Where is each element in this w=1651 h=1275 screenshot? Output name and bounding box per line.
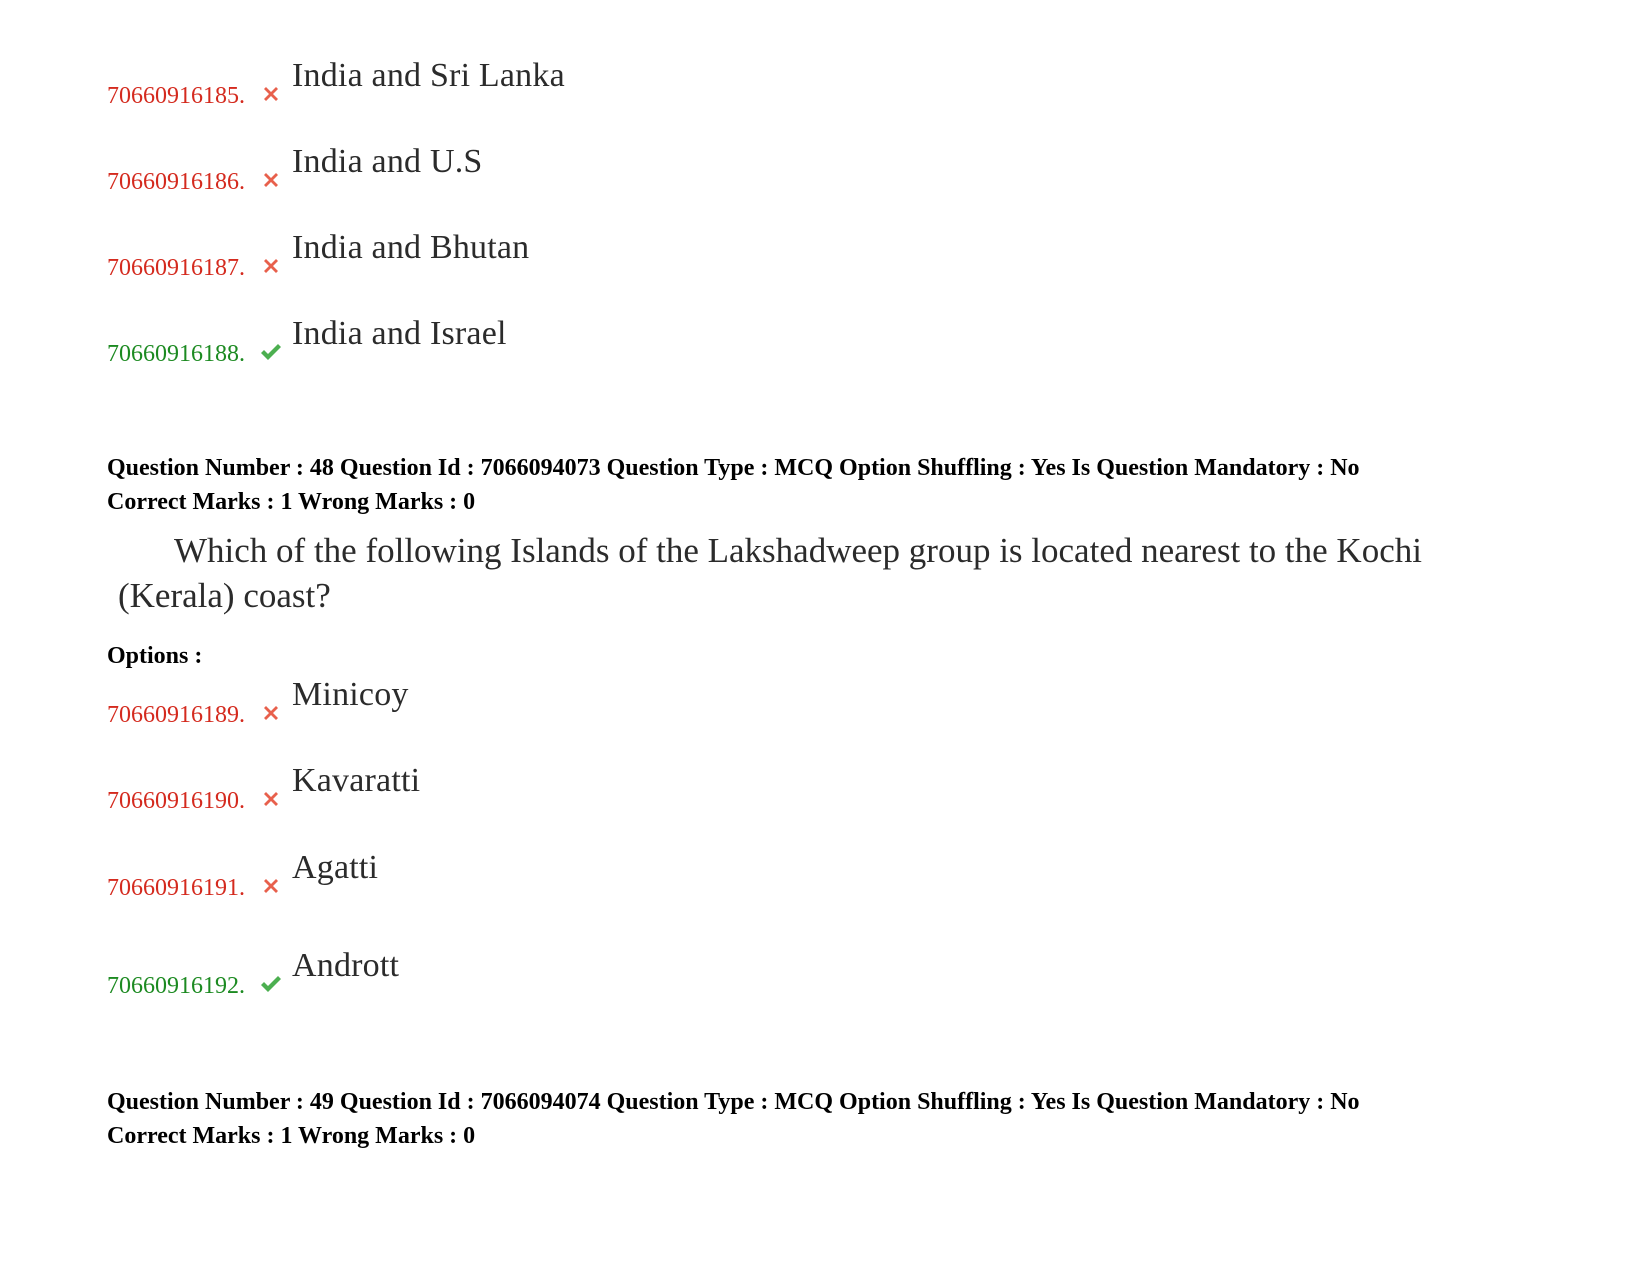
option-row <box>107 940 1107 1000</box>
option-row <box>107 136 1107 196</box>
question-marks-line: Correct Marks : 1 Wrong Marks : 0 <box>107 1123 476 1149</box>
option-text: India and U.S <box>292 143 483 180</box>
cross-icon <box>259 82 283 106</box>
option-row <box>107 842 1107 902</box>
option-id: 70660916189. <box>107 702 245 728</box>
option-text: Agatti <box>292 849 379 886</box>
option-text: Andrott <box>292 947 400 984</box>
option-text: India and Israel <box>292 315 507 352</box>
cross-icon <box>259 787 283 811</box>
option-row <box>107 50 1107 110</box>
option-row <box>107 308 1107 368</box>
option-row <box>107 669 1107 729</box>
question-marks-line: Correct Marks : 1 Wrong Marks : 0 <box>107 489 476 515</box>
cross-icon <box>259 254 283 278</box>
question-meta-line: Question Number : 49 Question Id : 7066094074 Question Type : MCQ Option Shuffling : Yes Is Question Mandatory : No <box>107 1089 1360 1115</box>
check-icon <box>259 972 283 996</box>
option-id: 70660916185. <box>107 83 245 109</box>
option-id: 70660916186. <box>107 169 245 195</box>
check-icon <box>259 340 283 364</box>
option-id: 70660916187. <box>107 255 245 281</box>
option-text: Minicoy <box>292 676 409 713</box>
option-text: India and Bhutan <box>292 229 530 266</box>
question-meta <box>107 451 1567 519</box>
question-text: Which of the following Islands of the Lakshadweep group is located nearest to the Kochi (Kerala) coast? <box>118 531 1422 615</box>
option-text: Kavaratti <box>292 762 421 799</box>
option-id: 70660916192. <box>107 973 245 999</box>
question-meta-line: Question Number : 48 Question Id : 7066094073 Question Type : MCQ Option Shuffling : Yes Is Question Mandatory : No <box>107 455 1360 481</box>
option-text: India and Sri Lanka <box>292 57 565 94</box>
option-id: 70660916190. <box>107 788 245 814</box>
cross-icon <box>259 168 283 192</box>
option-id: 70660916188. <box>107 341 245 367</box>
question-meta <box>107 1085 1567 1153</box>
cross-icon <box>259 874 283 898</box>
options-label: Options : <box>107 643 203 669</box>
option-row <box>107 755 1107 815</box>
option-row <box>107 222 1107 282</box>
option-id: 70660916191. <box>107 875 245 901</box>
cross-icon <box>259 701 283 725</box>
